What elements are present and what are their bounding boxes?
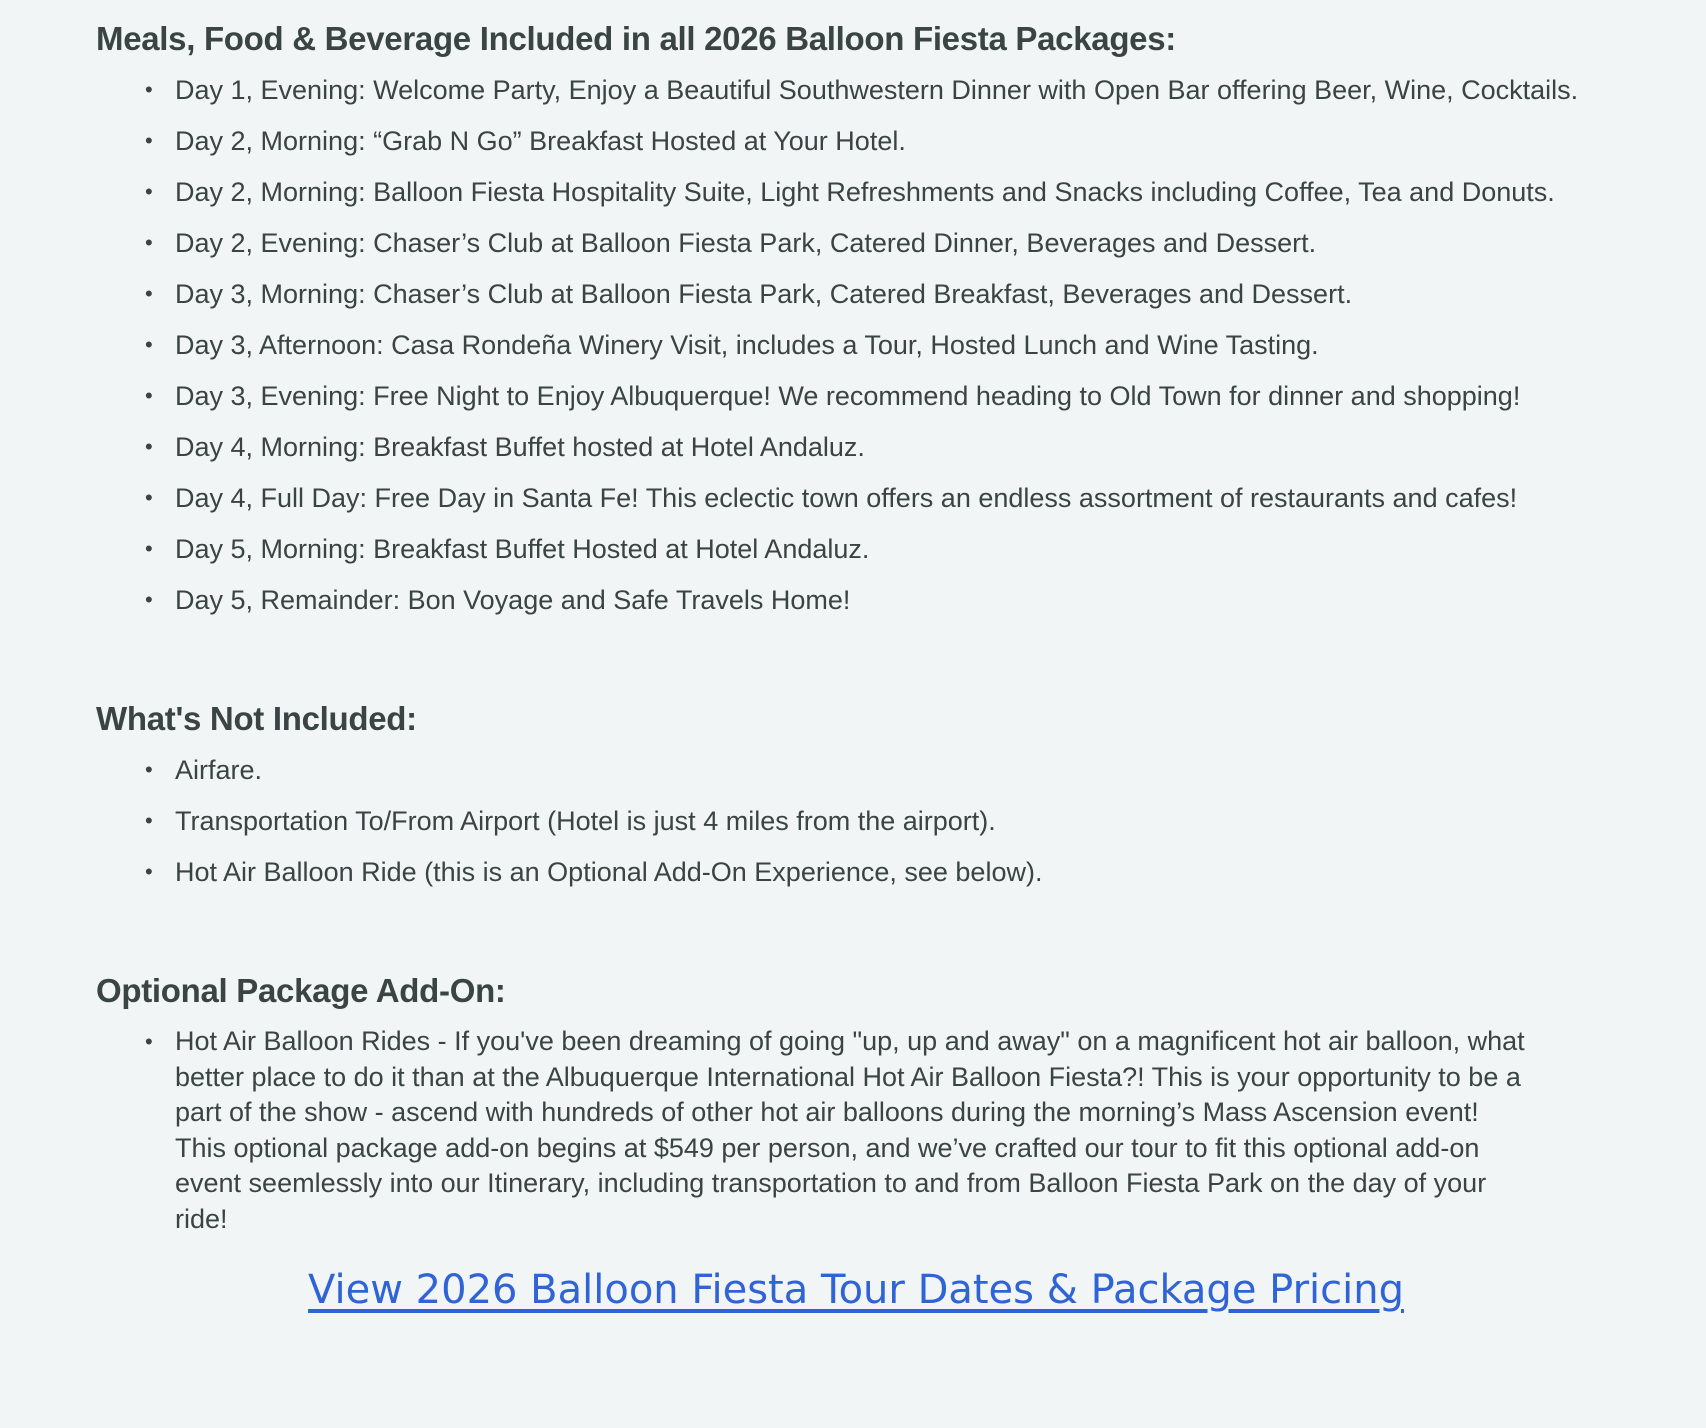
list-item: • Hot Air Balloon Rides - If you've been dreaming of going "up, up and away" on a magnificent hot air balloon, what better place to do it than at the Albuquerque International Hot Air Balloon Fiesta?! This is your opportunity to be a part of the show - ascend with hundreds of other hot air balloons during the morning’s Mass Ascension event! This optional package add-on begins at $549 per person, and we’ve crafted our tour to fit this optional add-on event seemlessly into our Itinerary, including transportation to and from Balloon Fiesta Park on the day of your ride! [175,1024,1656,1237]
meals-heading: Meals, Food & Beverage Included in all 2026 Balloon Fiesta Packages: [96,20,1176,57]
list-item: • Day 4, Morning: Breakfast Buffet hosted at Hotel Andaluz. [175,429,1656,465]
list-item: • Airfare. [175,752,1656,788]
addon-heading: Optional Package Add-On: [96,972,506,1009]
meals-list [96,72,1656,618]
cta-container [96,1267,1656,1313]
list-item: • Day 4, Full Day: Free Day in Santa Fe! This eclectic town offers an endless assortment of restaurants and cafes! [175,480,1656,516]
tour-dates-pricing-link[interactable]: View 2026 Balloon Fiesta Tour Dates & Package Pricing [308,1267,1404,1313]
list-item: • Day 3, Evening: Free Night to Enjoy Albuquerque! We recommend heading to Old Town for dinner and shopping! [175,378,1656,414]
list-item: • Day 3, Morning: Chaser’s Club at Balloon Fiesta Park, Catered Breakfast, Beverages and Dessert. [175,276,1656,312]
list-item: • Hot Air Balloon Ride (this is an Optional Add-On Experience, see below). [175,854,1656,890]
list-item: • Day 2, Morning: Balloon Fiesta Hospitality Suite, Light Refreshments and Snacks including Coffee, Tea and Donuts. [175,174,1656,210]
list-item: • Day 5, Remainder: Bon Voyage and Safe Travels Home! [175,582,1656,618]
list-item: • Day 2, Evening: Chaser’s Club at Balloon Fiesta Park, Catered Dinner, Beverages and Dessert. [175,225,1656,261]
addon-list [96,1024,1656,1237]
list-item: • Day 2, Morning: “Grab N Go” Breakfast Hosted at Your Hotel. [175,123,1656,159]
list-item: • Day 3, Afternoon: Casa Rondeña Winery Visit, includes a Tour, Hosted Lunch and Wine Tasting. [175,327,1656,363]
not-included-heading: What's Not Included: [96,700,417,737]
page-content [96,0,1656,1313]
list-item: • Day 5, Morning: Breakfast Buffet Hosted at Hotel Andaluz. [175,531,1656,567]
list-item: • Transportation To/From Airport (Hotel is just 4 miles from the airport). [175,803,1656,839]
not-included-list [96,752,1656,890]
list-item: • Day 1, Evening: Welcome Party, Enjoy a Beautiful Southwestern Dinner with Open Bar offering Beer, Wine, Cocktails. [175,72,1656,108]
